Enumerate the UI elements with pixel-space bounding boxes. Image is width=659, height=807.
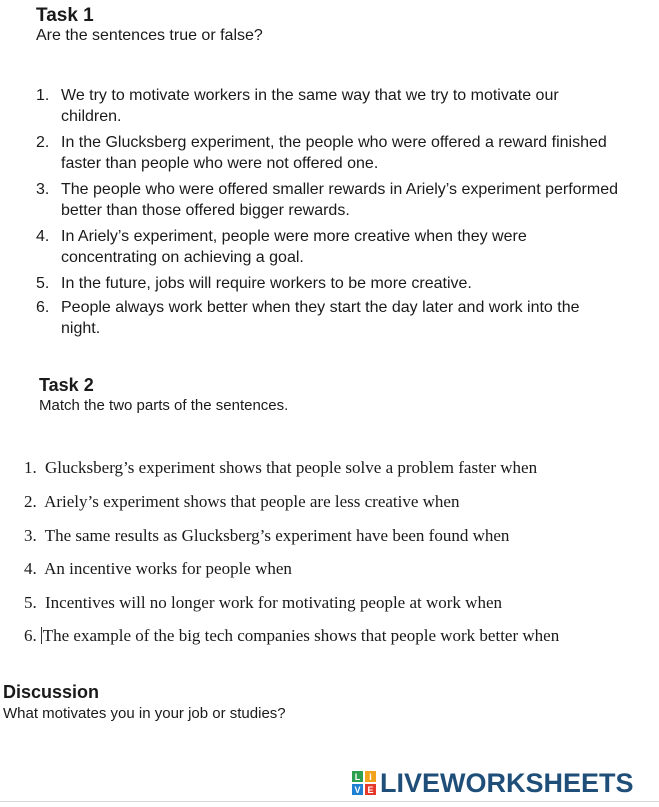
list-item	[24, 559, 292, 579]
page-bottom-divider	[0, 801, 659, 802]
item-number: 1.	[36, 87, 50, 104]
item-text: Ariely’s experiment shows that people are less creative when	[44, 492, 460, 511]
item-number: 2.	[36, 134, 50, 151]
item-number: 2.	[24, 492, 37, 511]
logo-text: LIVEWORKSHEETS	[380, 767, 634, 798]
logo-letter: I	[365, 771, 376, 782]
task1-subtitle: Are the sentences true or false?	[36, 27, 263, 44]
item-text: Glucksberg’s experiment shows that people solve a problem faster when	[45, 458, 538, 477]
text-cursor	[41, 627, 42, 644]
list-item	[36, 132, 621, 179]
item-text: We try to motivate workers in the same way that we try to motivate our children.	[61, 87, 559, 125]
item-number: 6.	[24, 626, 37, 645]
item-text: An incentive works for people when	[44, 559, 292, 578]
item-text: In the future, jobs will require workers to be more creative.	[61, 275, 472, 292]
list-item	[24, 458, 537, 478]
item-text: The same results as Glucksberg’s experiment have been found when	[44, 526, 510, 545]
item-number: 6.	[36, 299, 50, 316]
item-text: In Ariely’s experiment, people were more creative when they were concentrating on achieving a goal.	[61, 228, 527, 266]
list-item	[24, 593, 502, 613]
item-number: 4.	[24, 559, 37, 578]
logo-letter: L	[352, 771, 363, 782]
item-number: 4.	[36, 228, 50, 245]
list-item	[36, 179, 621, 226]
item-number: 3.	[24, 526, 37, 545]
discussion-question: What motivates you in your job or studies?	[3, 705, 286, 722]
item-number: 5.	[24, 593, 37, 612]
item-number: 1.	[24, 458, 37, 477]
logo-letter: V	[352, 784, 363, 795]
item-text: In the Glucksberg experiment, the people who were offered a reward finished faster than people who were not offered one.	[61, 134, 607, 172]
item-number: 5.	[36, 275, 50, 292]
item-text: The people who were offered smaller rewards in Ariely’s experiment performed better than those offered bigger rewards.	[61, 181, 619, 219]
item-text: People always work better when they start the day later and work into the night.	[61, 299, 580, 337]
list-item	[36, 273, 621, 297]
task2-subtitle: Match the two parts of the sentences.	[39, 397, 289, 414]
item-number: 3.	[36, 181, 50, 198]
list-item	[36, 226, 621, 273]
item-text: The example of the big tech companies shows that people work better when	[42, 626, 560, 645]
list-item	[36, 85, 621, 132]
item-text: Incentives will no longer work for motivating people at work when	[45, 593, 502, 612]
list-item	[24, 626, 559, 646]
list-item	[24, 526, 509, 546]
liveworksheets-logo	[352, 768, 634, 798]
logo-icon	[352, 771, 376, 795]
discussion-title: Discussion	[3, 682, 100, 702]
task1-list	[36, 85, 621, 344]
task2-list	[24, 458, 654, 658]
logo-letter: E	[365, 784, 376, 795]
list-item	[36, 297, 621, 344]
task2-title: Task 2	[39, 375, 94, 395]
task1-title: Task 1	[36, 5, 94, 26]
list-item	[24, 492, 459, 512]
